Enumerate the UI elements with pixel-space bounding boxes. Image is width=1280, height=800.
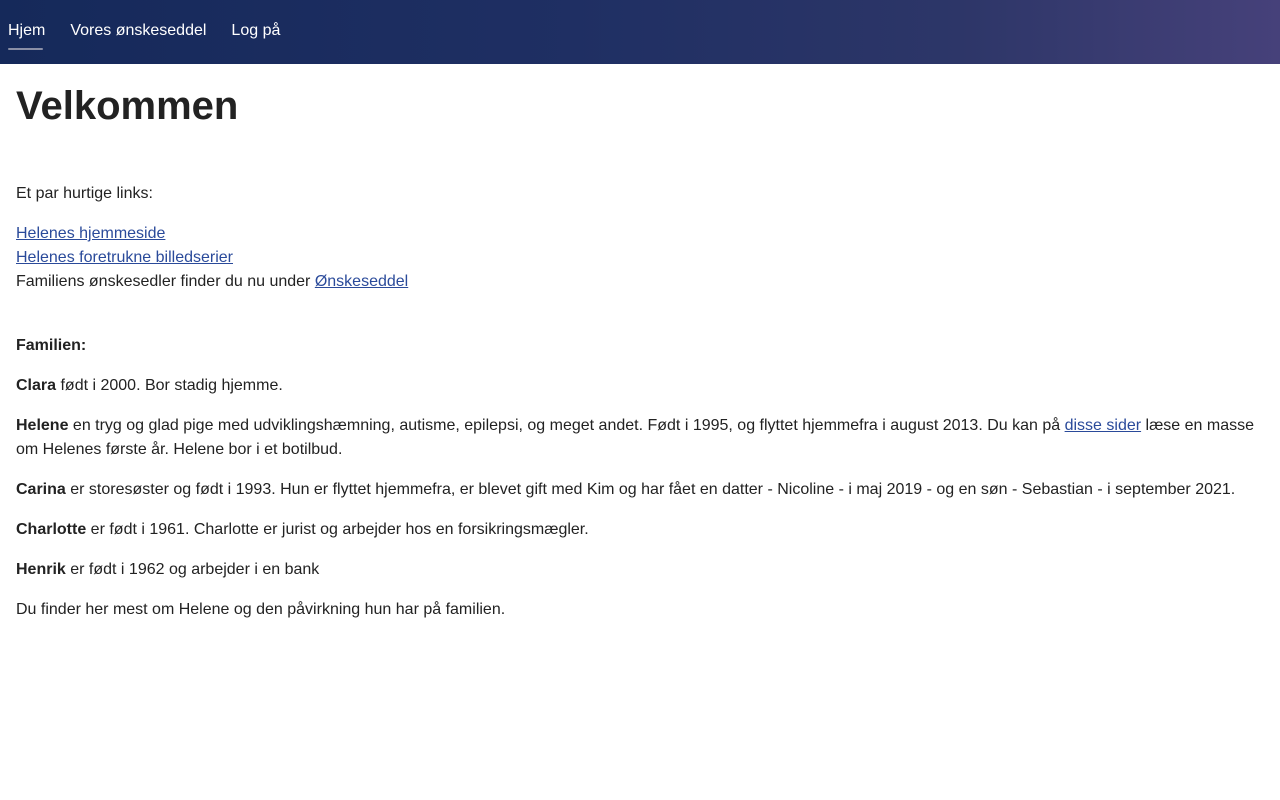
- quick-links-list: [16, 222, 1264, 294]
- nav-link-home[interactable]: Hjem: [8, 21, 45, 43]
- wishlist-link[interactable]: Ønskeseddel: [314, 273, 409, 290]
- wishlist-line: [16, 270, 1264, 294]
- member-name: Clara: [16, 377, 57, 394]
- family-member-clara: [16, 374, 1264, 398]
- nav-link-wishlist[interactable]: Vores ønskeseddel: [70, 22, 207, 39]
- page-title: Velkommen: [16, 84, 239, 128]
- family-heading: Familien:: [16, 337, 87, 354]
- member-description-continued: læse en masse om Helenes første år. Helene bor i et botilbud.: [16, 417, 1255, 458]
- main-content: [0, 82, 1280, 622]
- wishlist-prefix-text: Familiens ønskesedler finder du nu under: [16, 273, 315, 290]
- helene-homepage-link[interactable]: Helenes hjemmeside: [16, 225, 166, 242]
- member-description: en tryg og glad pige med udviklingshæmning, autisme, epilepsi, og meget andet. Født i 1995, og flyttet hjemmefra i august 2013. Du kan på: [68, 417, 1065, 434]
- member-description: er født i 1961. Charlotte er jurist og arbejder hos en forsikringsmægler.: [86, 521, 589, 538]
- family-member-henrik: [16, 558, 1264, 582]
- quick-links-intro: Et par hurtige links:: [16, 185, 153, 202]
- closing-text: Du finder her mest om Helene og den påvirkning hun har på familien.: [16, 601, 506, 618]
- member-name: Henrik: [16, 561, 66, 578]
- member-description: født i 2000. Bor stadig hjemme.: [56, 377, 283, 394]
- nav-link-login[interactable]: Log på: [231, 22, 281, 39]
- family-member-helene: [16, 414, 1264, 462]
- photo-series-link[interactable]: Helenes foretrukne billedserier: [16, 249, 233, 266]
- member-description: er født i 1962 og arbejder i en bank: [65, 561, 320, 578]
- family-member-charlotte: [16, 518, 1264, 542]
- family-member-carina: [16, 478, 1264, 502]
- member-description: er storesøster og født i 1993. Hun er flyttet hjemmefra, er blevet gift med Kim og har fået en datter - Nicoline - i maj 2019 - og en søn - Sebastian - i september 2021.: [65, 481, 1236, 498]
- member-name: Carina: [16, 481, 66, 498]
- member-name: Helene: [16, 417, 69, 434]
- member-name: Charlotte: [16, 521, 87, 538]
- helene-pages-link[interactable]: disse sider: [1064, 417, 1142, 434]
- top-navbar: [0, 0, 1280, 64]
